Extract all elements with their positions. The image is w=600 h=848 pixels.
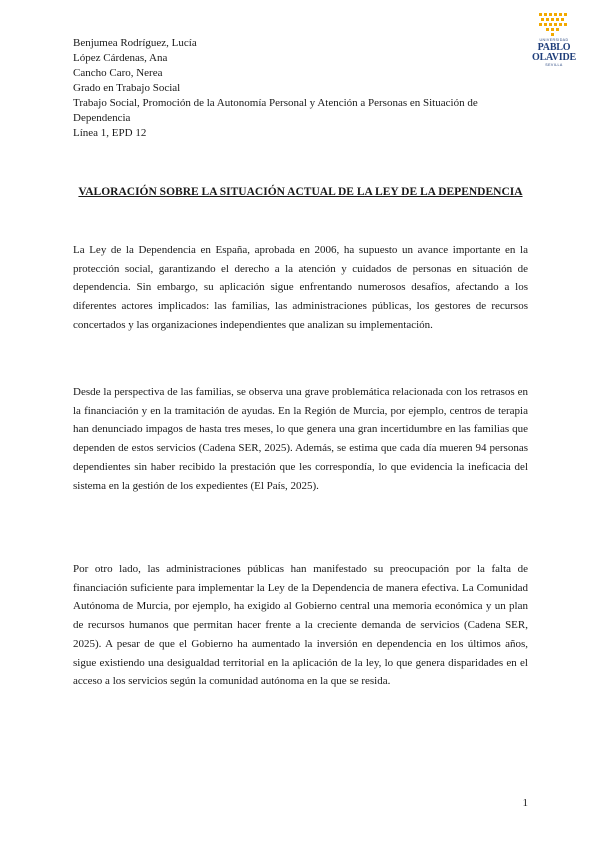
author-name: Cancho Caro, Nerea <box>73 67 163 79</box>
document-header <box>73 36 528 141</box>
document-title: VALORACIÓN SOBRE LA SITUACIÓN ACTUAL DE LA LEY DE LA DEPENDENCIA <box>78 186 523 198</box>
author-name: López Cárdenas, Ana <box>73 52 168 64</box>
group-name: Línea 1, EPD 12 <box>73 127 147 139</box>
degree-name: Grado en Trabajo Social <box>73 82 181 94</box>
university-logo <box>524 12 584 74</box>
logo-bottom-text: SEVILLA <box>545 63 563 67</box>
logo-top-text: UNIVERSIDAD <box>539 38 569 42</box>
body-paragraph: La Ley de la Dependencia en España, aprobada en 2006, ha supuesto un avance importante en la protección social, garantizando el derecho a la atención y cuidados de personas en situación de dependencia. Sin embargo, su aplicación sigue enfrentando numerosos desafíos, afectando a los diferentes actores implicados: las familias, las administraciones públicas, los gestores de recursos concertados y las organizaciones independientes que analizan su implementación. <box>73 244 528 331</box>
page-number: 1 <box>522 797 528 809</box>
body-paragraph: Por otro lado, las administraciones públicas han manifestado su preocupación por la falta de financiación suficiente para implementar la Ley de la Dependencia de manera efectiva. La Comunidad Autónoma de Murcia, por ejemplo, ha exigido al Gobierno central una memoria económica y un plan de recursos humanos que permitan hacer frente a la creciente demanda de servicios (Cadena SER, 2025). A pesar de que el Gobierno ha aumentado la inversión en dependencia en los últimos años, sigue existiendo una desigualdad territorial en la aplicación de la ley, lo que genera disparidades en el acceso a los servicios según la comunidad autónoma en la que se resida. <box>73 563 528 688</box>
logo-name-line2: OLAVIDE <box>532 52 576 63</box>
logo-name-line1: PABLO <box>537 42 571 53</box>
course-name: Trabajo Social, Promoción de la Autonomía Personal y Atención a Personas en Situación de Dependencia <box>73 97 478 124</box>
sun-emblem-icon <box>537 12 571 38</box>
body-paragraph: Desde la perspectiva de las familias, se observa una grave problemática relacionada con los retrasos en la financiación y en la tramitación de ayudas. En la Región de Murcia, por ejemplo, centros de terapia han denunciado impagos de hasta tres meses, lo que genera una gran incertidumbre en las familias que dependen de estos servicios (Cadena SER, 2025). Además, se estima que cada día mueren 94 personas dependientes sin haber recibido la prestación que les correspondía, lo que evidencia la ineficacia del sistema en la gestión de los expedientes (El País, 2025). <box>73 386 528 492</box>
author-name: Benjumea Rodríguez, Lucía <box>73 37 197 49</box>
